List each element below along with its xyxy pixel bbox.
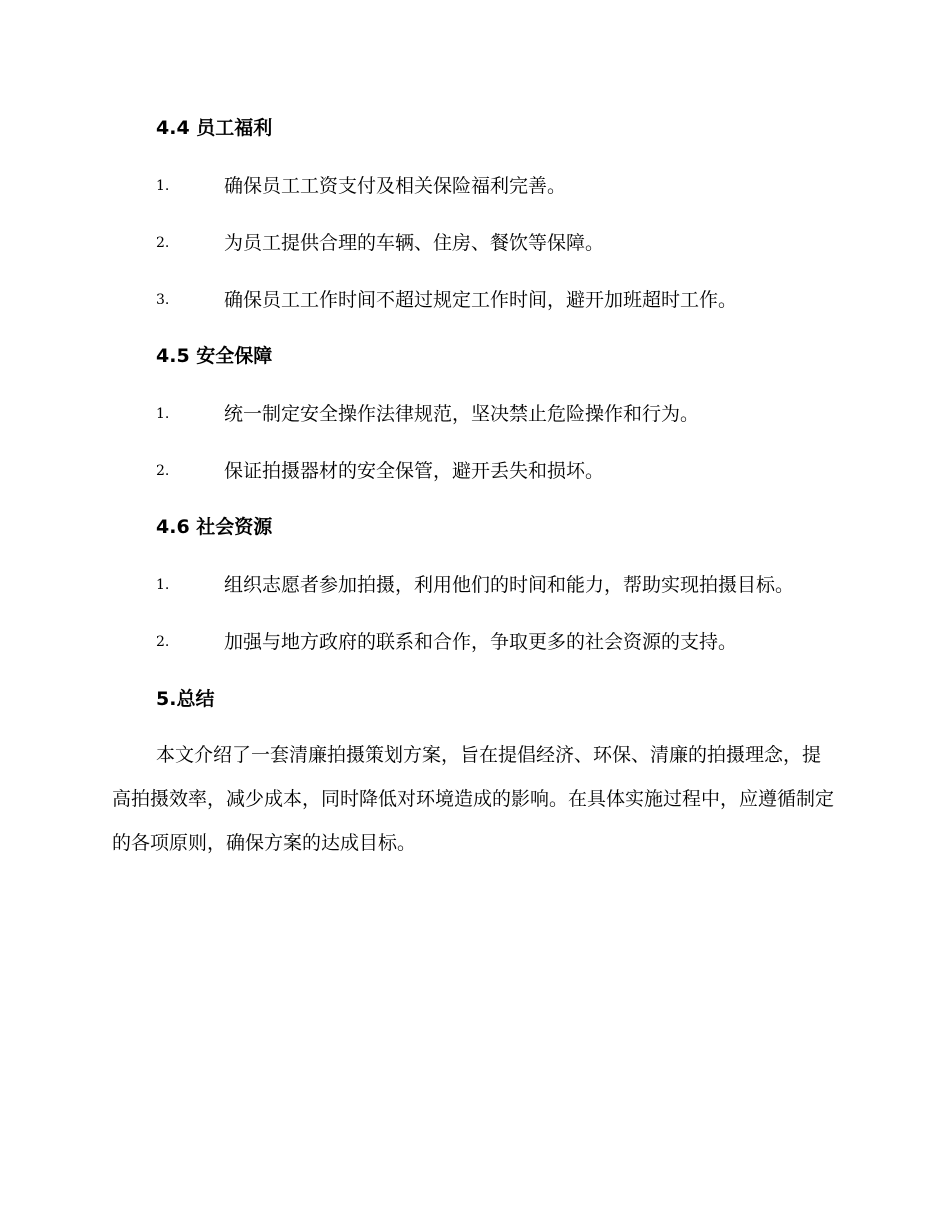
list-item <box>112 385 838 442</box>
list-item <box>112 271 838 328</box>
list-number: 1. <box>156 178 170 194</box>
list-number: 2. <box>156 235 170 251</box>
list-text: 组织志愿者参加拍摄，利用他们的时间和能力，帮助实现拍摄目标。 <box>224 574 795 596</box>
section-heading-summary: 5.总结 <box>156 688 215 710</box>
list-item <box>112 613 838 670</box>
list-text: 为员工提供合理的车辆、住房、餐饮等保障。 <box>224 232 605 254</box>
list-text: 确保员工工作时间不超过规定工作时间，避开加班超时工作。 <box>224 289 738 311</box>
list-text: 统一制定安全操作法律规范，坚决禁止危险操作和行为。 <box>224 403 700 425</box>
list-text: 确保员工工资支付及相关保险福利完善。 <box>224 175 567 197</box>
section-heading-employee-welfare: 4.4 员工福利 <box>156 117 273 139</box>
list-text: 保证拍摄器材的安全保管，避开丢失和损坏。 <box>224 460 605 482</box>
list-item <box>112 157 838 214</box>
list-number: 2. <box>156 463 170 479</box>
summary-paragraph: 本文介绍了一套清廉拍摄策划方案，旨在提倡经济、环保、清廉的拍摄理念，提高拍摄效率，减少成本，同时降低对环境造成的影响。在具体实施过程中，应遵循制定的各项原则，确保方案的达成目标。 <box>112 744 835 854</box>
list-text: 加强与地方政府的联系和合作，争取更多的社会资源的支持。 <box>224 631 738 653</box>
list-number: 1. <box>156 577 170 593</box>
list-item <box>112 214 838 271</box>
list-item <box>112 556 838 613</box>
document-content <box>112 100 838 865</box>
list-number: 2. <box>156 634 170 650</box>
list-item <box>112 442 838 499</box>
section-heading-social-resources: 4.6 社会资源 <box>156 516 273 538</box>
list-number: 1. <box>156 406 170 422</box>
list-number: 3. <box>156 292 170 308</box>
section-heading-safety: 4.5 安全保障 <box>156 345 273 367</box>
